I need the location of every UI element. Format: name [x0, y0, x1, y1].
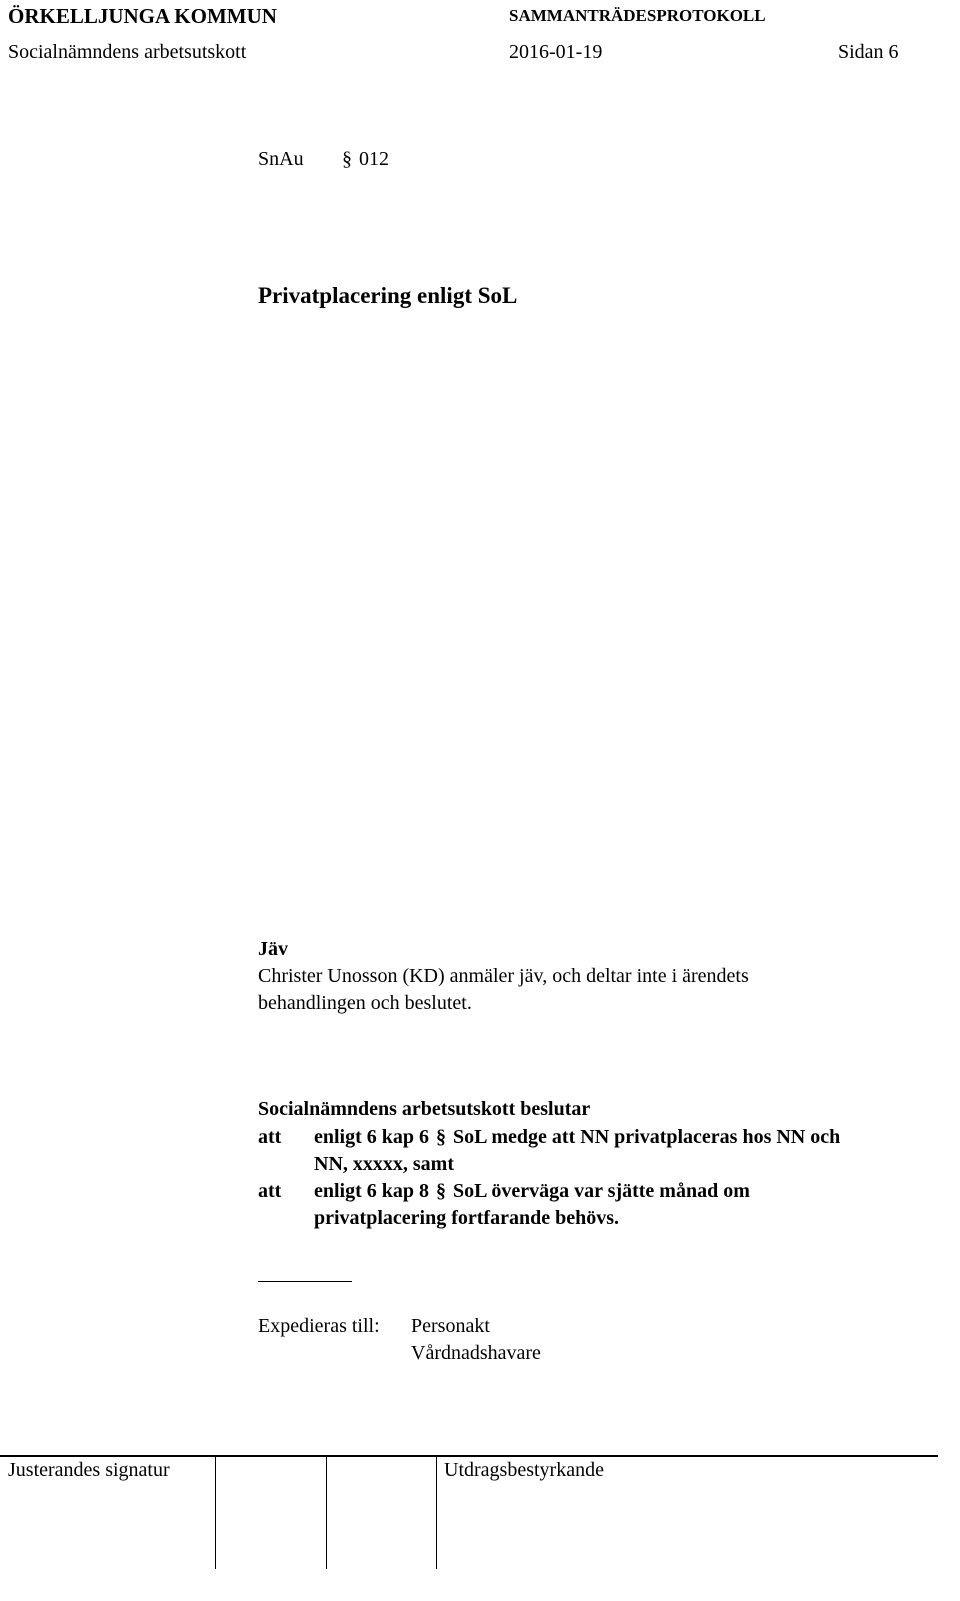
decision-item-2-text-b: SoL överväga var sjätte månad om — [453, 1180, 750, 1202]
page-number: Sidan 6 — [838, 41, 899, 63]
decision-item-1-line1 — [314, 1126, 840, 1149]
committee-name: Socialnämndens arbetsutskott — [8, 41, 247, 63]
signature-label: Justerandes signatur — [8, 1459, 170, 1481]
conflict-heading: Jäv — [258, 938, 288, 960]
conflict-text-line2: behandlingen och beslutet. — [258, 992, 472, 1014]
decision-item-2-line1 — [314, 1180, 750, 1203]
section-reference — [340, 148, 389, 171]
section-number: 012 — [359, 148, 389, 170]
organization-name: ÖRKELLJUNGA KOMMUN — [8, 4, 277, 28]
section-sign-icon: § — [342, 148, 352, 170]
decision-item-1-text-b: SoL medge att NN privatplaceras hos NN och — [453, 1126, 841, 1148]
extract-certification-label: Utdragsbestyrkande — [444, 1459, 604, 1481]
decision-item-1-line2: NN, xxxxx, samt — [314, 1153, 454, 1175]
case-body: SnAu — [258, 148, 304, 170]
decision-item-2-text-a: enligt 6 kap 8 — [314, 1180, 430, 1202]
section-sign-icon: § — [436, 1126, 447, 1148]
distribution-recipient: Personakt — [411, 1315, 490, 1337]
decision-item-1-text-a: enligt 6 kap 6 — [314, 1126, 430, 1148]
decision-heading: Socialnämndens arbetsutskott beslutar — [258, 1098, 591, 1120]
section-sign-icon: § — [436, 1180, 447, 1202]
meeting-date: 2016-01-19 — [509, 41, 603, 63]
distribution-recipient: Vårdnadshavare — [411, 1342, 541, 1364]
footer-cell-divider — [326, 1457, 327, 1569]
footer-cell-divider — [215, 1457, 216, 1569]
decision-item-2-prefix: att — [258, 1180, 282, 1202]
document-type: SAMMANTRÄDESPROTOKOLL — [509, 6, 766, 25]
footer-top-border — [0, 1455, 938, 1457]
footer-cell-divider — [436, 1457, 437, 1569]
separator-line — [258, 1281, 352, 1282]
decision-item-1-prefix: att — [258, 1126, 282, 1148]
conflict-text-line1: Christer Unosson (KD) anmäler jäv, och deltar inte i ärendets — [258, 965, 749, 987]
distribution-label: Expedieras till: — [258, 1315, 380, 1337]
case-title: Privatplacering enligt SoL — [258, 283, 518, 308]
decision-item-2-line2: privatplacering fortfarande behövs. — [314, 1207, 619, 1229]
